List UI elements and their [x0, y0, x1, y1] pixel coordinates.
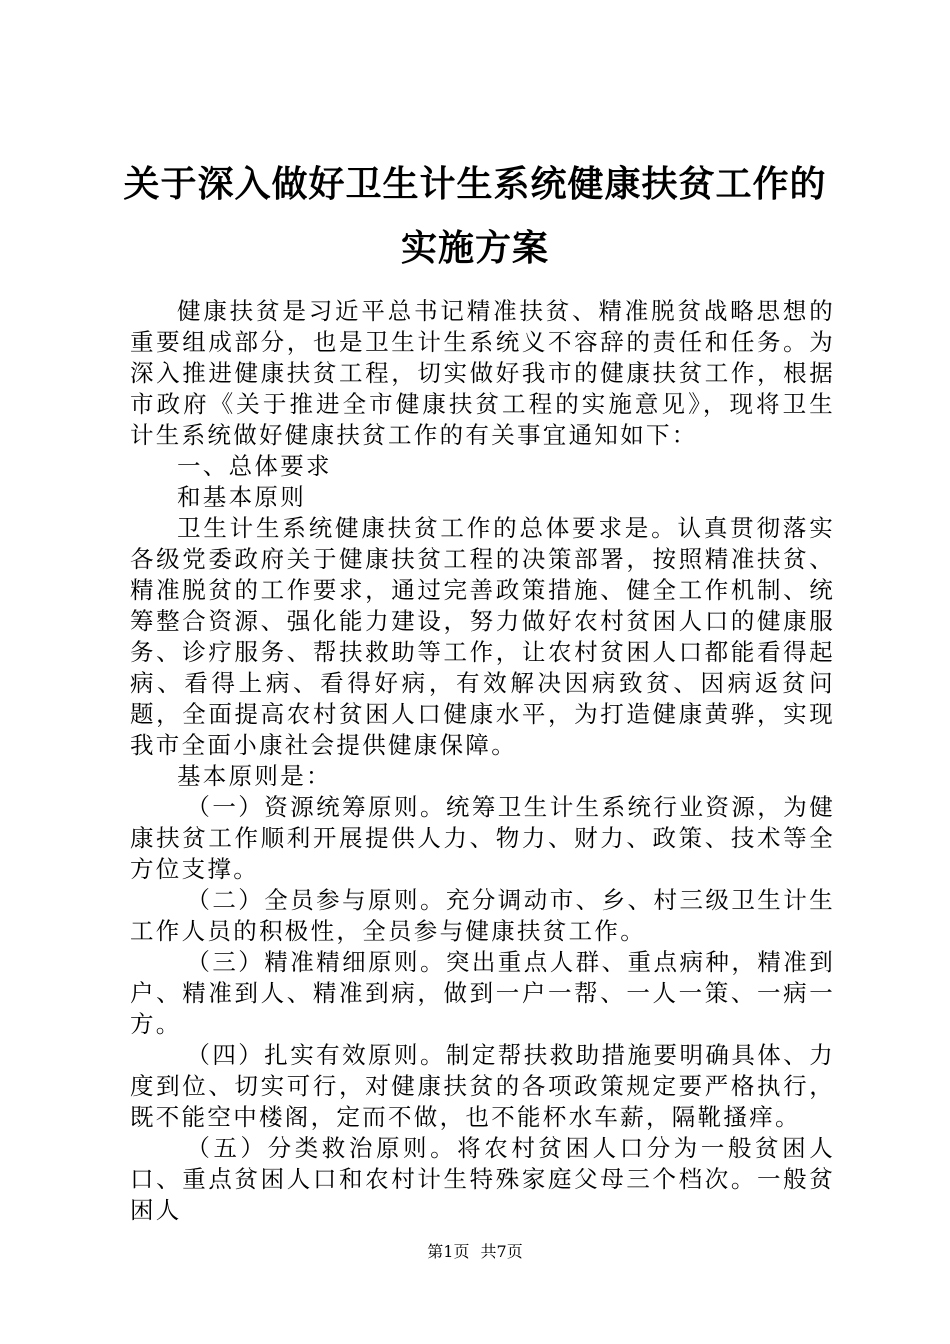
principle-5: （五）分类救治原则。将农村贫困人口分为一般贫困人口、重点贫困人口和农村计生特殊家庭父母三个档次。一般贫困人 — [130, 1134, 835, 1224]
document-body — [130, 296, 835, 1226]
paragraph-intro: 健康扶贫是习近平总书记精准扶贫、精准脱贫战略思想的重要组成部分，也是卫生计生系统义不容辞的责任和任务。为深入推进健康扶贫工程，切实做好我市的健康扶贫工作，根据市政府《关于推进全市健康扶贫工程的实施意见》，现将卫生计生系统做好健康扶贫工作的有关事宜通知如下： — [130, 297, 835, 449]
page-number-current: 第1页 — [427, 1242, 470, 1261]
principle-3: （三）精准精细原则。突出重点人群、重点病种，精准到户、精准到人、精准到病，做到一户一帮、一人一策、一病一方。 — [130, 948, 835, 1038]
page-number-total: 共7页 — [480, 1242, 523, 1261]
page-footer — [0, 1242, 950, 1262]
paragraph-principles-lead: 基本原则是： — [177, 762, 332, 790]
principle-2: （二）全员参与原则。充分调动市、乡、村三级卫生计生工作人员的积极性，全员参与健康扶贫工作。 — [130, 886, 835, 945]
principle-4: （四）扎实有效原则。制定帮扶救助措施要明确具体、力度到位、切实可行，对健康扶贫的各项政策规定要严格执行，既不能空中楼阁，定而不做，也不能杯水车薪，隔靴搔痒。 — [130, 1041, 835, 1131]
paragraph-general-requirements: 卫生计生系统健康扶贫工作的总体要求是。认真贯彻落实各级党委政府关于健康扶贫工程的决策部署，按照精准扶贫、精准脱贫的工作要求，通过完善政策措施、健全工作机制、统筹整合资源、强化能力建设，努力做好农村贫困人口的健康服务、诊疗服务、帮扶救助等工作，让农村贫困人口都能看得起病、看得上病、看得好病，有效解决因病致贫、因病返贫问题，全面提高农村贫困人口健康水平，为打造健康黄骅，实现我市全面小康社会提供健康保障。 — [130, 514, 835, 759]
document-title: 关于深入做好卫生计生系统健康扶贫工作的实施方案 — [123, 163, 827, 269]
principle-1: （一）资源统筹原则。统筹卫生计生系统行业资源，为健康扶贫工作顺利开展提供人力、物力、财力、政策、技术等全方位支撑。 — [130, 793, 835, 883]
section-heading-1-cont: 和基本原则 — [177, 483, 306, 511]
section-heading-1: 一、总体要求 — [177, 452, 332, 480]
